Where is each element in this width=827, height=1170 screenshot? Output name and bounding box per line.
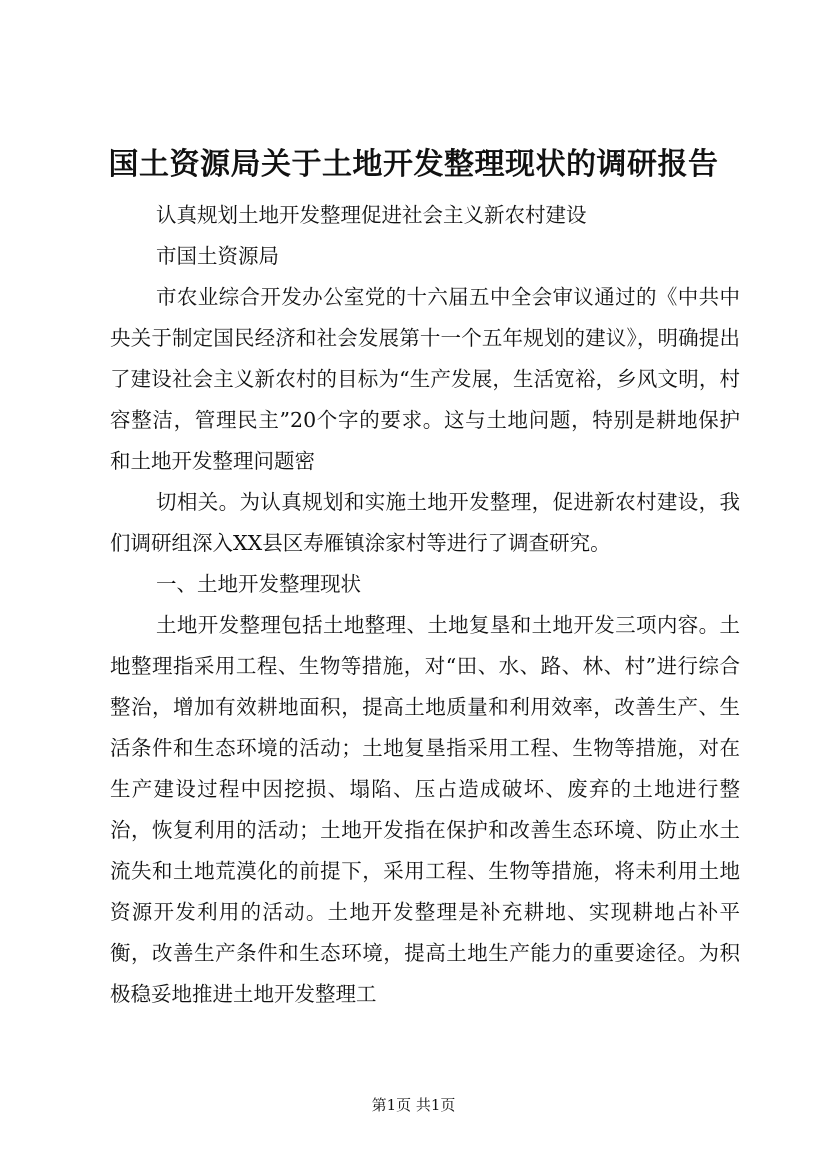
document-author: 市国土资源局 [156, 244, 279, 268]
paragraph: 切相关。为认真规划和实施土地开发整理，促进新农村建设，我们调研组深入XX县区寿雁镇涂家村等进行了调查研究。 [110, 490, 740, 555]
section-heading: 一、土地开发整理现状 [156, 572, 361, 596]
paragraph: 土地开发整理包括土地整理、土地复垦和土地开发三项内容。土地整理指采用工程、生物等措施，对“田、水、路、林、村”进行综合整治，增加有效耕地面积，提高土地质量和利用效率，改善生产、生活条件和生态环境的活动；土地复垦指采用工程、生物等措施，对在生产建设过程中因挖损、塌陷、压占造成破坏、废弃的土地进行整治，恢复利用的活动；土地开发指在保护和改善生态环境、防止水土流失和土地荒漠化的前提下，采用工程、生物等措施，将未利用土地资源开发利用的活动。土地开发整理是补充耕地、实现耕地占补平衡，改善生产条件和生态环境，提高土地生产能力的重要途径。为积极稳妥地推进土地开发整理工 [110, 613, 740, 1006]
document-body [110, 195, 740, 1015]
document-title: 国土资源局关于土地开发整理现状的调研报告 [108, 147, 719, 182]
document-subtitle: 认真规划土地开发整理促进社会主义新农村建设 [156, 203, 587, 227]
page-number-footer: 第1页 共1页 [371, 1096, 456, 1114]
paragraph: 市农业综合开发办公室党的十六届五中全会审议通过的《中共中央关于制定国民经济和社会发展第十一个五年规划的建议》，明确提出了建设社会主义新农村的目标为“生产发展，生活宽裕，乡风文明，村容整洁，管理民主”20个字的要求。这与土地问题，特别是耕地保护和土地开发整理问题密 [110, 285, 740, 473]
